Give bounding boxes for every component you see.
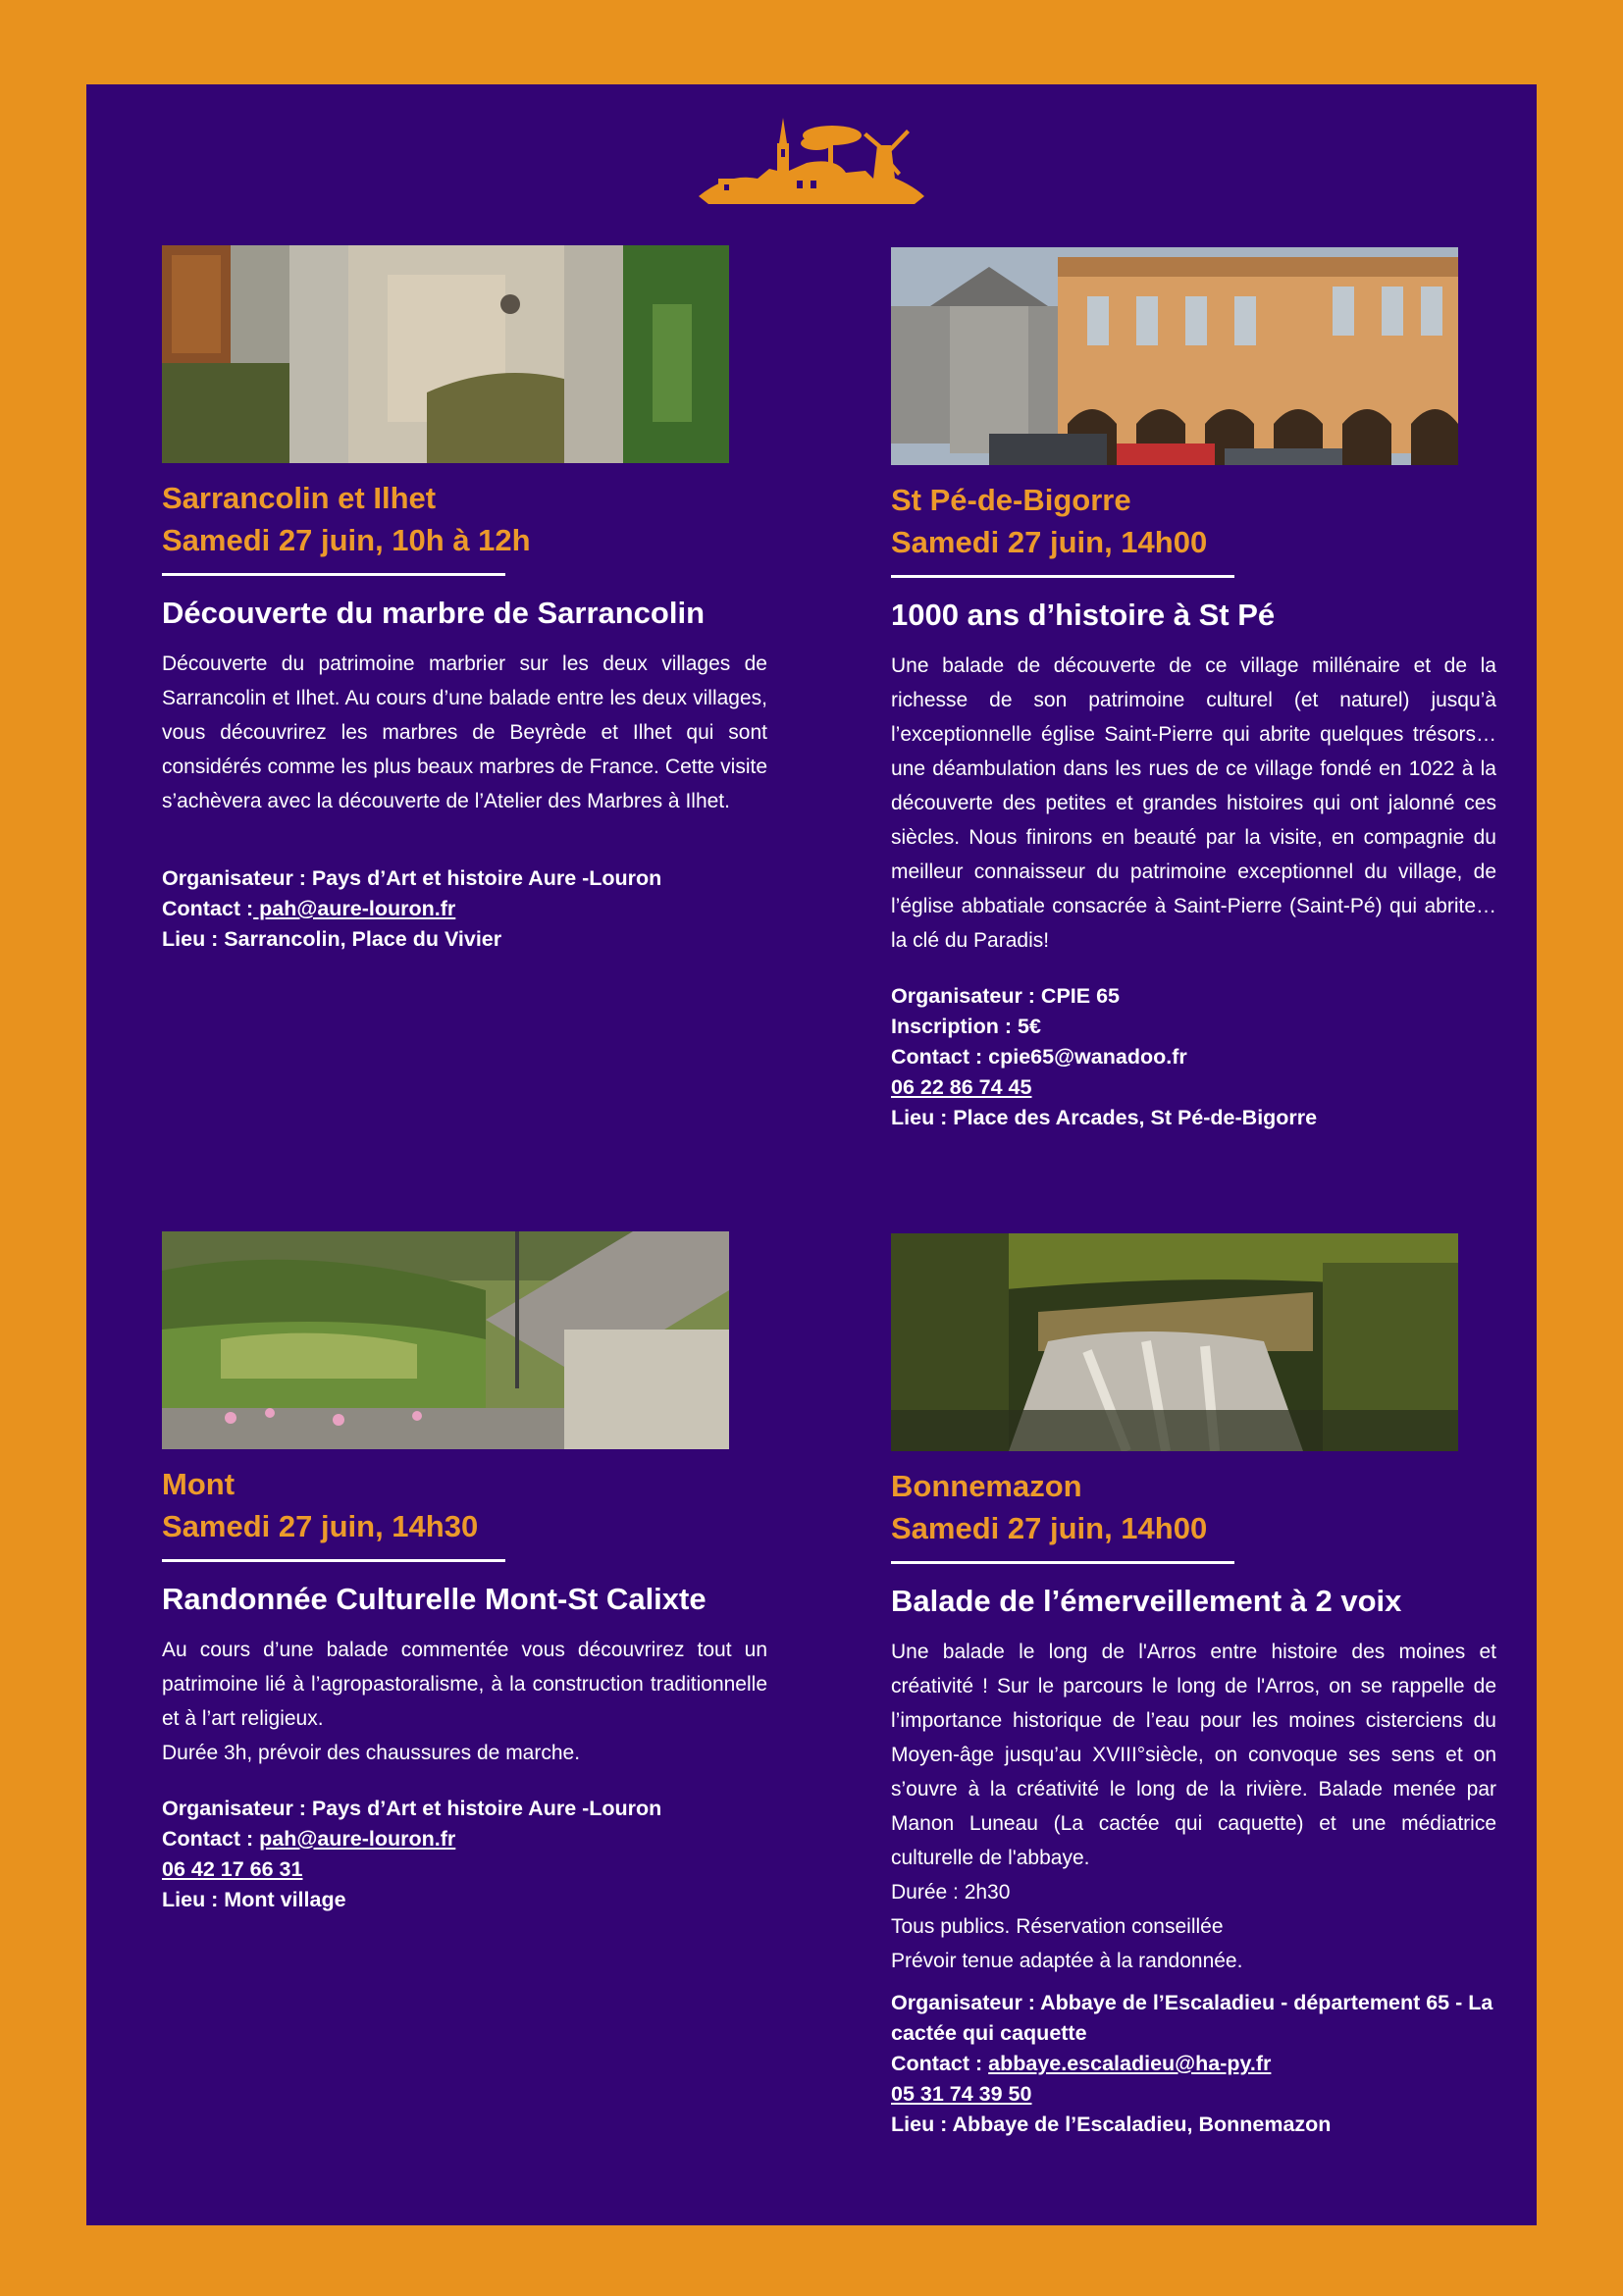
phone-link[interactable]: 06 42 17 66 31 bbox=[162, 1857, 303, 1881]
location: Lieu : Sarrancolin, Place du Vivier bbox=[162, 927, 502, 951]
divider bbox=[162, 1559, 505, 1562]
description-paragraph: Découverte du patrimoine marbrier sur les deux villages de Sarrancolin et Ilhet. Au cours d’une balade entre les deux villages, vous découvrirez les marbres de Beyrède et Ilhet qui sont considérés comme les plus beaux marbres de France. Cette visite s’achèvera avec la découverte de l’Atelier des Marbres à Ilhet. bbox=[162, 652, 767, 812]
event-card-st-pe bbox=[891, 247, 1499, 1133]
contact: Contact : cpie65@wanadoo.fr bbox=[891, 1045, 1187, 1069]
description-paragraph: Une balade le long de l'Arros entre histoire des moines et créativité ! Sur le parcours le long de l'Arros, on se rappelle de l’importance historique de l’eau pour les moines cisterciens du Moyen-âge jusqu’au XVIII°siècle, on convoque ses sens et on s’ouvre à la créativité le long de la rivière. Balade menée par Manon Luneau (La cactée qui caquette) et une médiatrice culturelle de l'abbaye. bbox=[891, 1641, 1496, 1869]
location: Lieu : Place des Arcades, St Pé-de-Bigorre bbox=[891, 1106, 1318, 1129]
event-title: Randonnée Culturelle Mont-St Calixte bbox=[162, 1582, 707, 1616]
event-date: Samedi 27 juin, 14h00 bbox=[891, 1511, 1208, 1545]
event-place: St Pé-de-Bigorre bbox=[891, 483, 1131, 517]
event-title: Découverte du marbre de Sarrancolin bbox=[162, 596, 706, 630]
divider bbox=[891, 575, 1234, 578]
event-photo bbox=[891, 247, 1458, 465]
location: Lieu : Mont village bbox=[162, 1888, 346, 1911]
event-description bbox=[162, 647, 767, 818]
event-panel bbox=[86, 84, 1537, 2225]
contact-email[interactable]: cpie65@wanadoo.fr bbox=[982, 1045, 1187, 1069]
description-paragraph: Au cours d’une balade commentée vous découvrirez tout un patrimoine lié à l’agropastoralisme, à la construction traditionnelle et à l’art religieux. bbox=[162, 1639, 767, 1730]
organizer: Organisateur : Pays d’Art et histoire Aure -Louron bbox=[162, 866, 662, 890]
event-place: Bonnemazon bbox=[891, 1469, 1082, 1503]
event-photo bbox=[162, 245, 729, 463]
contact-email-link[interactable]: pah@aure-louron.fr bbox=[253, 897, 456, 920]
event-description bbox=[891, 1635, 1496, 1978]
event-description bbox=[891, 649, 1496, 958]
event-description bbox=[162, 1633, 767, 1770]
event-info bbox=[162, 863, 770, 955]
event-card-sarrancolin bbox=[162, 245, 770, 955]
divider bbox=[891, 1561, 1234, 1564]
description-paragraph: Durée : 2h30 bbox=[891, 1881, 1011, 1904]
event-title: Balade de l’émerveillement à 2 voix bbox=[891, 1584, 1402, 1618]
event-date: Samedi 27 juin, 14h30 bbox=[162, 1509, 479, 1543]
event-card-mont bbox=[162, 1231, 770, 1915]
event-card-bonnemazon bbox=[891, 1233, 1499, 2140]
phone-link[interactable]: 05 31 74 39 50 bbox=[891, 2082, 1032, 2106]
description-paragraph: Durée 3h, prévoir des chaussures de marche. bbox=[162, 1742, 581, 1764]
description-paragraph: Une balade de découverte de ce village millénaire et de la richesse de son patrimoine culturel (et naturel) jusqu’à l’exceptionnelle église Saint-Pierre qui abrite quelques trésors… une déambulation dans les rues de ce village fondé en 1022 à la découverte des petites et grandes histoires qui ont jalonné ces siècles. Nous finirons en beauté par la visite, en compagnie du meilleur connaisseur du patrimoine exceptionnel du village, de l’église abbatiale consacrée à Saint-Pierre (Saint-Pé) qui abrite… la clé du Paradis! bbox=[891, 654, 1496, 952]
event-date: Samedi 27 juin, 14h00 bbox=[891, 525, 1208, 559]
event-info bbox=[891, 981, 1499, 1133]
description-paragraph: Tous publics. Réservation conseillée bbox=[891, 1915, 1224, 1938]
event-photo bbox=[162, 1231, 729, 1449]
contact: Contact : pah@aure-louron.fr bbox=[162, 1827, 456, 1851]
village-church-tree-windmill-icon bbox=[699, 114, 924, 208]
contact-email-link[interactable]: pah@aure-louron.fr bbox=[259, 1827, 456, 1851]
event-info bbox=[162, 1794, 770, 1915]
event-place: Mont bbox=[162, 1467, 236, 1501]
organizer: Organisateur : Pays d’Art et histoire Aure -Louron bbox=[162, 1797, 662, 1820]
contact-email-link[interactable]: abbaye.escaladieu@ha-py.fr bbox=[988, 2052, 1272, 2075]
organizer: Organisateur : CPIE 65 bbox=[891, 984, 1120, 1008]
event-photo bbox=[891, 1233, 1458, 1451]
description-paragraph: Prévoir tenue adaptée à la randonnée. bbox=[891, 1950, 1243, 1972]
divider bbox=[162, 573, 505, 576]
inscription: Inscription : 5€ bbox=[891, 1015, 1041, 1038]
organizer: Organisateur : Abbaye de l’Escaladieu - département 65 - La cactée qui caquette bbox=[891, 1991, 1493, 2045]
contact: Contact : pah@aure-louron.fr bbox=[162, 897, 456, 920]
event-date: Samedi 27 juin, 10h à 12h bbox=[162, 523, 531, 557]
event-title: 1000 ans d’histoire à St Pé bbox=[891, 598, 1276, 632]
event-place: Sarrancolin et Ilhet bbox=[162, 481, 437, 515]
phone-link[interactable]: 06 22 86 74 45 bbox=[891, 1075, 1032, 1099]
location: Lieu : Abbaye de l’Escaladieu, Bonnemazon bbox=[891, 2113, 1332, 2136]
event-info bbox=[891, 1988, 1499, 2140]
contact: Contact : abbaye.escaladieu@ha-py.fr bbox=[891, 2052, 1272, 2075]
